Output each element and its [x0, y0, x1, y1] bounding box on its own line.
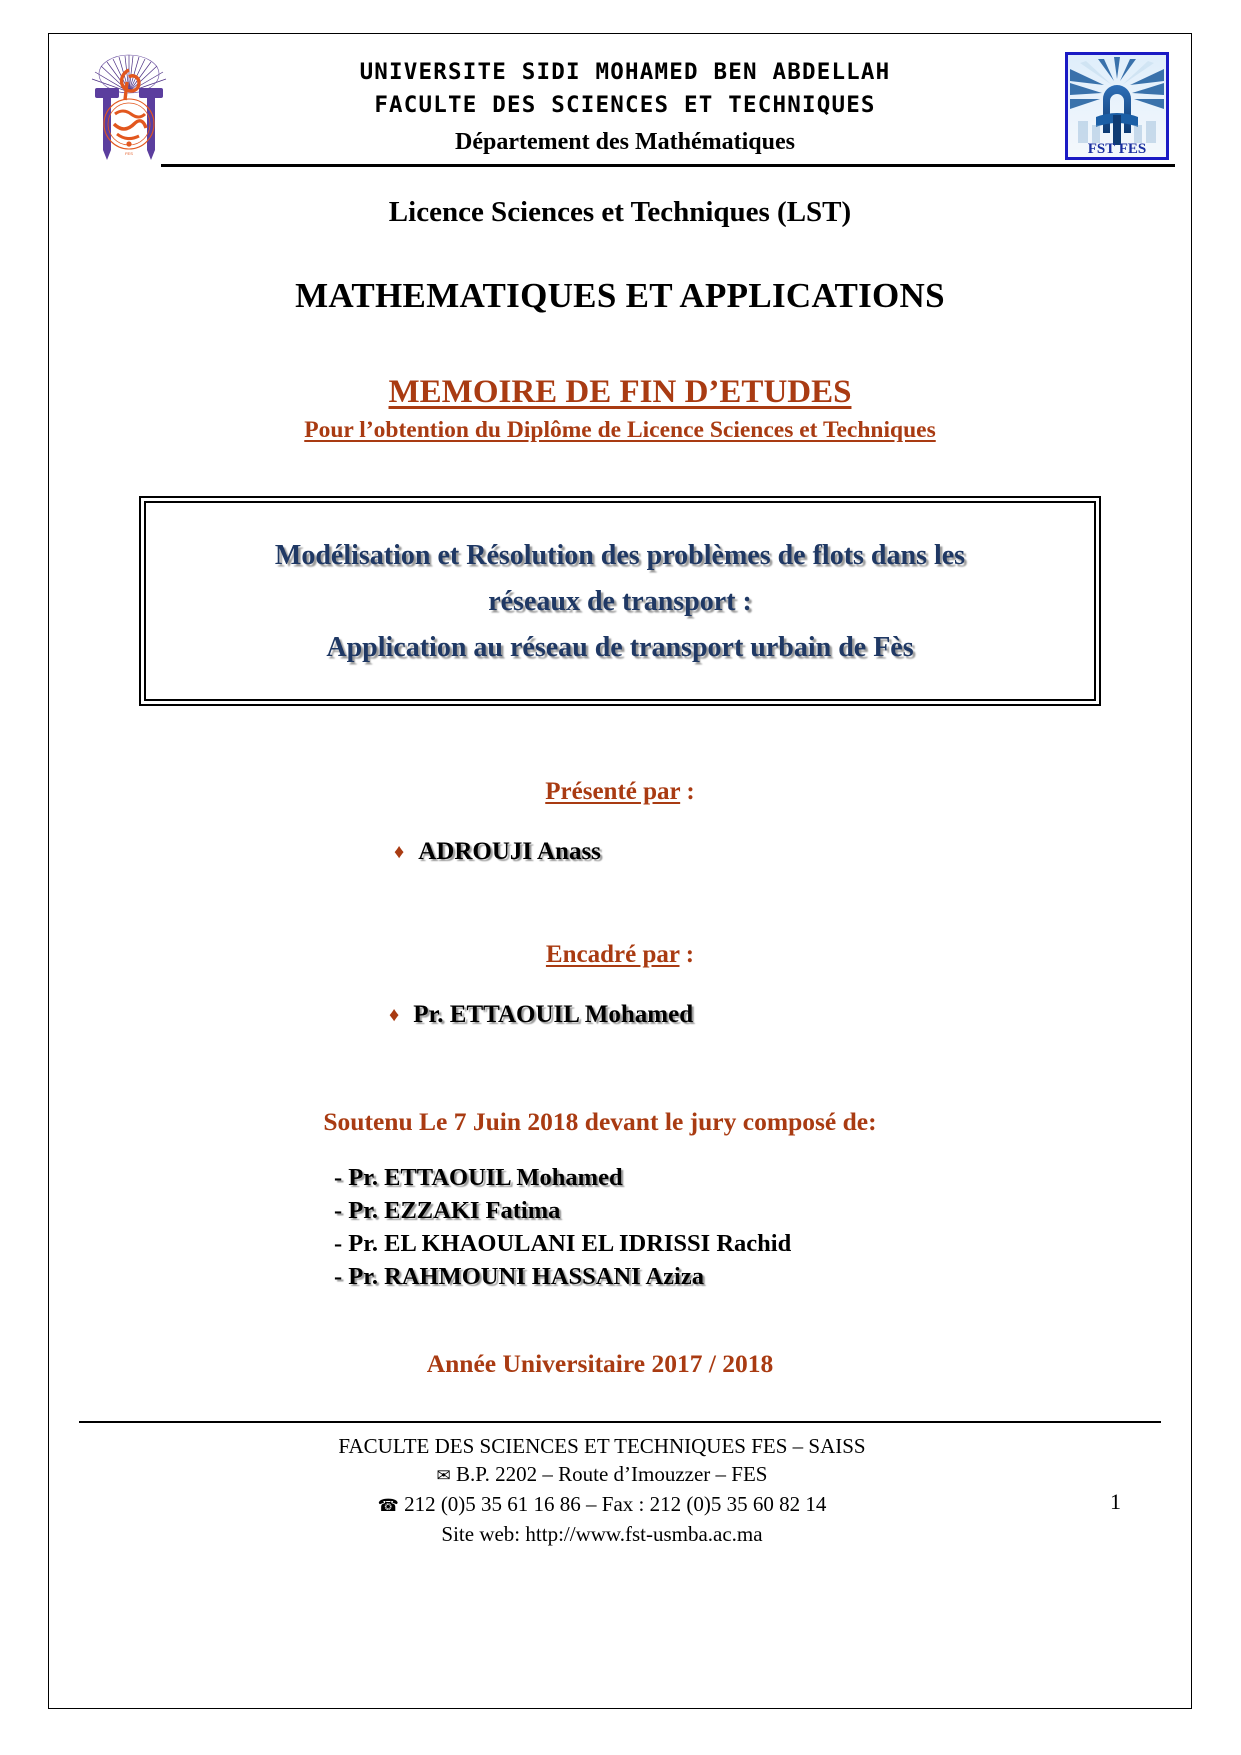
- supervised-by-label: [49, 941, 1191, 969]
- faculty-name: FACULTE DES SCIENCES ET TECHNIQUES: [374, 92, 876, 118]
- defense-sentence: Soutenu Le 7 Juin 2018 devant le jury composé de:: [323, 1107, 877, 1136]
- footer-faculty-line: FACULTE DES SCIENCES ET TECHNIQUES FES – SAISS: [338, 1434, 866, 1458]
- footer-phone-line: [49, 1490, 1155, 1520]
- document-type: [49, 374, 1191, 411]
- jury-list: [49, 1161, 1191, 1293]
- page-number: 1: [1110, 1489, 1121, 1514]
- mail-icon: ✉: [436, 1466, 451, 1485]
- page-footer: [49, 1432, 1191, 1548]
- thesis-title-line-3: Application au réseau de transport urbain de Fès: [326, 632, 914, 663]
- presented-by-label-text: Présenté par: [545, 778, 681, 805]
- presented-by-colon: :: [680, 778, 695, 805]
- page-header: [65, 46, 1175, 168]
- academic-year: Année Universitaire 2017 / 2018: [426, 1349, 774, 1378]
- footer-divider: [79, 1421, 1161, 1423]
- presented-by-section: [49, 778, 1191, 866]
- supervisor-entry: [49, 1001, 1191, 1029]
- supervisor-name: Pr. ETTAOUIL Mohamed: [413, 1001, 694, 1028]
- document-purpose-text: Pour l’obtention du Diplôme de Licence Sciences et Techniques: [304, 417, 936, 443]
- header-divider: [161, 164, 1175, 167]
- diamond-bullet-icon: ♦: [389, 1004, 400, 1026]
- jury-member: - Pr. ETTAOUIL Mohamed: [334, 1164, 623, 1191]
- thesis-title-line-2: réseaux de transport :: [488, 586, 752, 617]
- footer-address-line: [49, 1460, 1155, 1490]
- thesis-title-line-1: Modélisation et Résolution des problèmes de flots dans les: [274, 540, 966, 571]
- presented-by-label: [49, 778, 1191, 806]
- header-institution-text: [215, 56, 1035, 160]
- fst-fes-emblem-icon: [1068, 55, 1166, 157]
- phone-icon: ☎: [377, 1496, 399, 1515]
- document-type-text: MEMOIRE DE FIN D’ETUDES: [388, 374, 852, 410]
- department-name: Département des Mathématiques: [455, 129, 795, 155]
- footer-address-text: B.P. 2202 – Route d’Imouzzer – FES: [456, 1462, 768, 1486]
- university-logo: [81, 52, 177, 167]
- diamond-bullet-icon: ♦: [394, 841, 405, 863]
- jury-member: - Pr. EZZAKI Fatima: [334, 1197, 561, 1224]
- fst-fes-logo: [1065, 52, 1169, 160]
- svg-text:FES: FES: [125, 151, 133, 156]
- jury-member: - Pr. EL KHAOULANI EL IDRISSI Rachid: [334, 1230, 792, 1257]
- university-emblem-icon: [81, 52, 177, 167]
- document-page: [48, 33, 1192, 1709]
- author-entry: [49, 838, 1191, 866]
- footer-website-line: Site web: http://www.fst-usmba.ac.ma: [441, 1522, 763, 1546]
- degree-line: Licence Sciences et Techniques (LST): [388, 196, 852, 228]
- jury-member: - Pr. RAHMOUNI HASSANI Aziza: [334, 1263, 704, 1290]
- author-name: ADROUJI Anass: [418, 838, 601, 865]
- supervised-by-section: [49, 941, 1191, 1029]
- field-title: MATHEMATIQUES ET APPLICATIONS: [295, 276, 945, 315]
- supervised-by-colon: :: [679, 941, 695, 968]
- university-name: UNIVERSITE SIDI MOHAMED BEN ABDELLAH: [359, 59, 891, 85]
- supervised-by-label-text: Encadré par: [545, 941, 680, 968]
- thesis-title-box: [139, 496, 1101, 706]
- footer-phone-text: 212 (0)5 35 61 16 86 – Fax : 212 (0)5 35 60 82 14: [404, 1492, 827, 1516]
- fst-fes-label: FST FES: [1087, 141, 1147, 157]
- document-purpose: [49, 417, 1191, 444]
